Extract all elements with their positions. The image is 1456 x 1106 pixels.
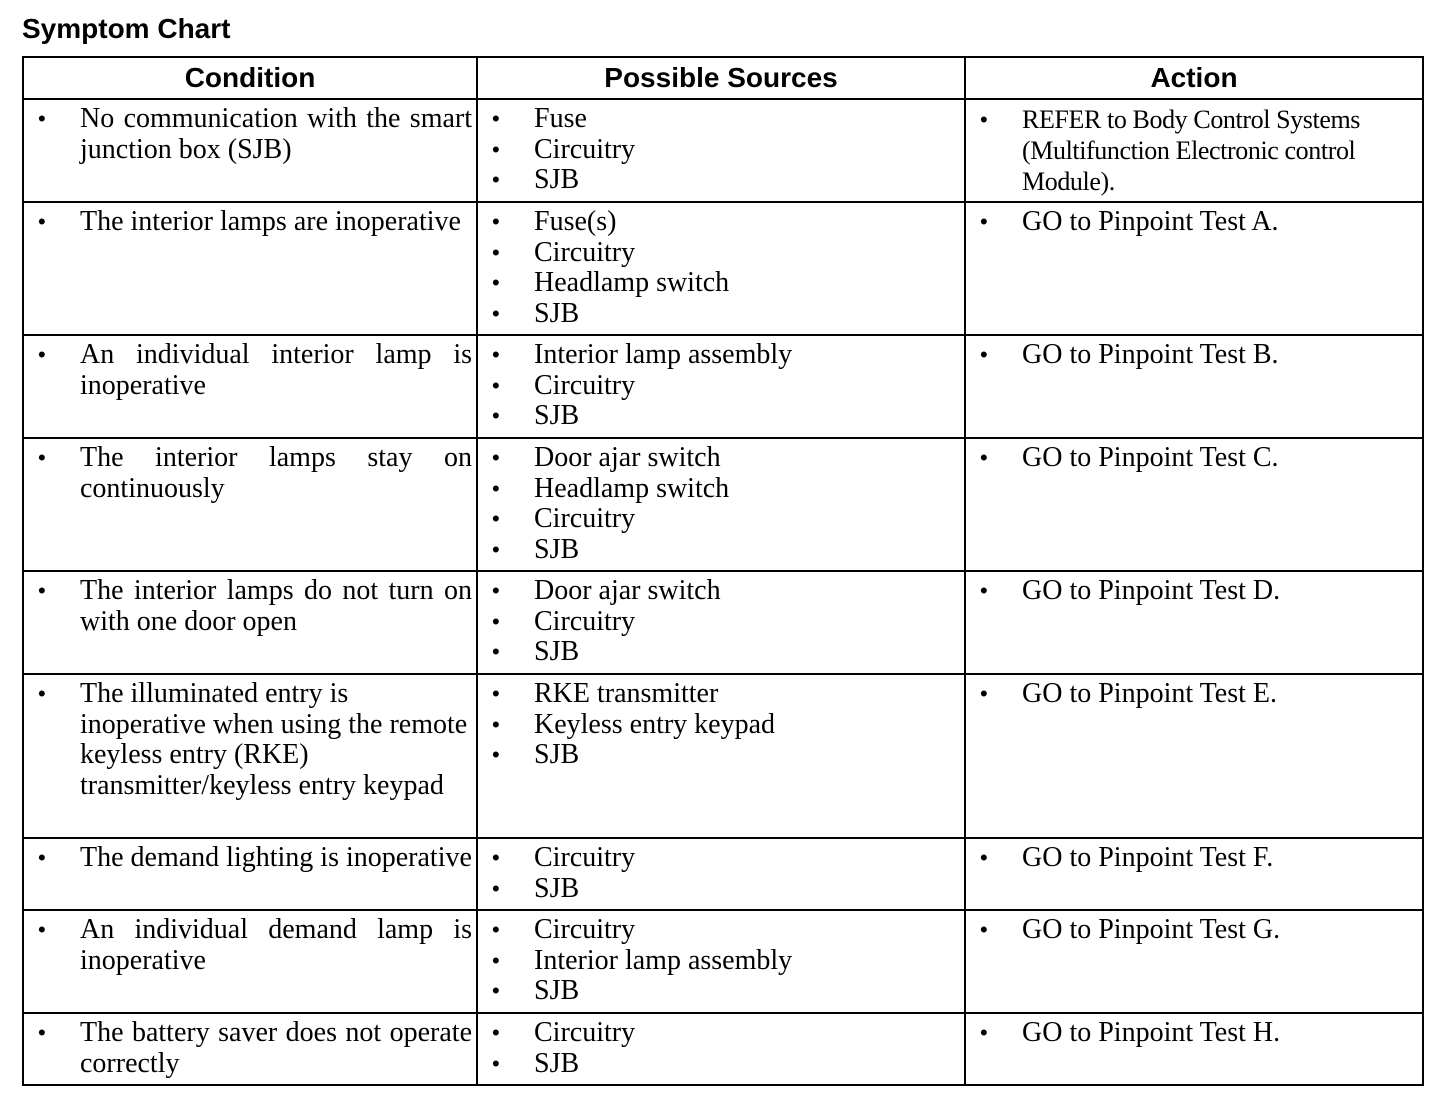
source-item: • SJB [478, 1049, 960, 1080]
condition-cell [23, 1013, 477, 1085]
condition-cell [23, 335, 477, 438]
page-title: Symptom Chart [22, 13, 231, 44]
action-cell [965, 571, 1423, 674]
source-item: • Fuse(s) [478, 207, 960, 238]
action-text: • GO to Pinpoint Test F. [966, 843, 1418, 874]
source-item: • Circuitry [478, 1018, 960, 1049]
condition-cell [23, 99, 477, 202]
condition-text: • An individual interior lamp is inoperative [24, 340, 472, 401]
source-item: • SJB [478, 401, 960, 432]
condition-text: • The interior lamps are inoperative [24, 207, 472, 238]
action-text: • GO to Pinpoint Test D. [966, 576, 1418, 607]
condition-cell [23, 202, 477, 335]
table-row [23, 1013, 1423, 1085]
sources-cell [477, 202, 965, 335]
action-cell [965, 202, 1423, 335]
source-item: • Fuse [478, 104, 960, 135]
condition-text: • The demand lighting is inoperative [24, 843, 472, 874]
source-item: • Circuitry [478, 504, 960, 535]
action-text: • GO to Pinpoint Test E. [966, 679, 1418, 710]
sources-cell [477, 838, 965, 910]
condition-text: • The battery saver does not operate correctly [24, 1018, 472, 1079]
action-text: • REFER to Body Control Systems (Multifunction Electronic control Module). [966, 104, 1418, 197]
source-item: • Keyless entry keypad [478, 710, 960, 741]
source-item: • Headlamp switch [478, 474, 960, 505]
action-cell [965, 674, 1423, 838]
action-cell [965, 910, 1423, 1013]
condition-cell [23, 674, 477, 838]
condition-text: • No communication with the smart junction box (SJB) [24, 104, 472, 165]
action-text: • GO to Pinpoint Test C. [966, 443, 1418, 474]
condition-cell [23, 838, 477, 910]
action-text: • GO to Pinpoint Test B. [966, 340, 1418, 371]
action-cell [965, 1013, 1423, 1085]
sources-cell [477, 910, 965, 1013]
source-item: • SJB [478, 976, 960, 1007]
table-row [23, 838, 1423, 910]
condition-text: • The interior lamps do not turn on with one door open [24, 576, 472, 637]
condition-text: • An individual demand lamp is inoperative [24, 915, 472, 976]
source-item: • SJB [478, 637, 960, 668]
source-item: • SJB [478, 740, 960, 771]
source-item: • Circuitry [478, 371, 960, 402]
symptom-chart-table [22, 56, 1424, 1086]
source-item: • SJB [478, 165, 960, 196]
source-item: • Interior lamp assembly [478, 946, 960, 977]
source-item: • Interior lamp assembly [478, 340, 960, 371]
table-row [23, 674, 1423, 838]
action-cell [965, 99, 1423, 202]
table-row [23, 335, 1423, 438]
action-text: • GO to Pinpoint Test A. [966, 207, 1418, 238]
table-row [23, 99, 1423, 202]
source-item: • SJB [478, 535, 960, 566]
sources-cell [477, 674, 965, 838]
source-item: • Door ajar switch [478, 576, 960, 607]
condition-cell [23, 571, 477, 674]
source-item: • RKE transmitter [478, 679, 960, 710]
sources-cell [477, 438, 965, 571]
condition-cell [23, 910, 477, 1013]
condition-cell [23, 438, 477, 571]
header-action: Action [965, 57, 1423, 99]
header-possible-sources: Possible Sources [477, 57, 965, 99]
source-item: • Headlamp switch [478, 268, 960, 299]
action-cell [965, 438, 1423, 571]
sources-cell [477, 571, 965, 674]
source-item: • Door ajar switch [478, 443, 960, 474]
condition-text: • The illuminated entry is inoperative when using the remote keyless entry (RKE) transmitter/keyless entry keypad [24, 679, 472, 801]
header-condition: Condition [23, 57, 477, 99]
sources-cell [477, 335, 965, 438]
table-row [23, 438, 1423, 571]
sources-cell [477, 1013, 965, 1085]
table-row [23, 202, 1423, 335]
action-cell [965, 335, 1423, 438]
source-item: • Circuitry [478, 915, 960, 946]
source-item: • Circuitry [478, 607, 960, 638]
action-text: • GO to Pinpoint Test H. [966, 1018, 1418, 1049]
action-cell [965, 838, 1423, 910]
action-text: • GO to Pinpoint Test G. [966, 915, 1418, 946]
source-item: • SJB [478, 874, 960, 905]
source-item: • Circuitry [478, 135, 960, 166]
source-item: • SJB [478, 299, 960, 330]
sources-cell [477, 99, 965, 202]
condition-text: • The interior lamps stay on continuously [24, 443, 472, 504]
table-row [23, 571, 1423, 674]
source-item: • Circuitry [478, 843, 960, 874]
header-row [23, 57, 1423, 99]
source-item: • Circuitry [478, 238, 960, 269]
table-row [23, 910, 1423, 1013]
